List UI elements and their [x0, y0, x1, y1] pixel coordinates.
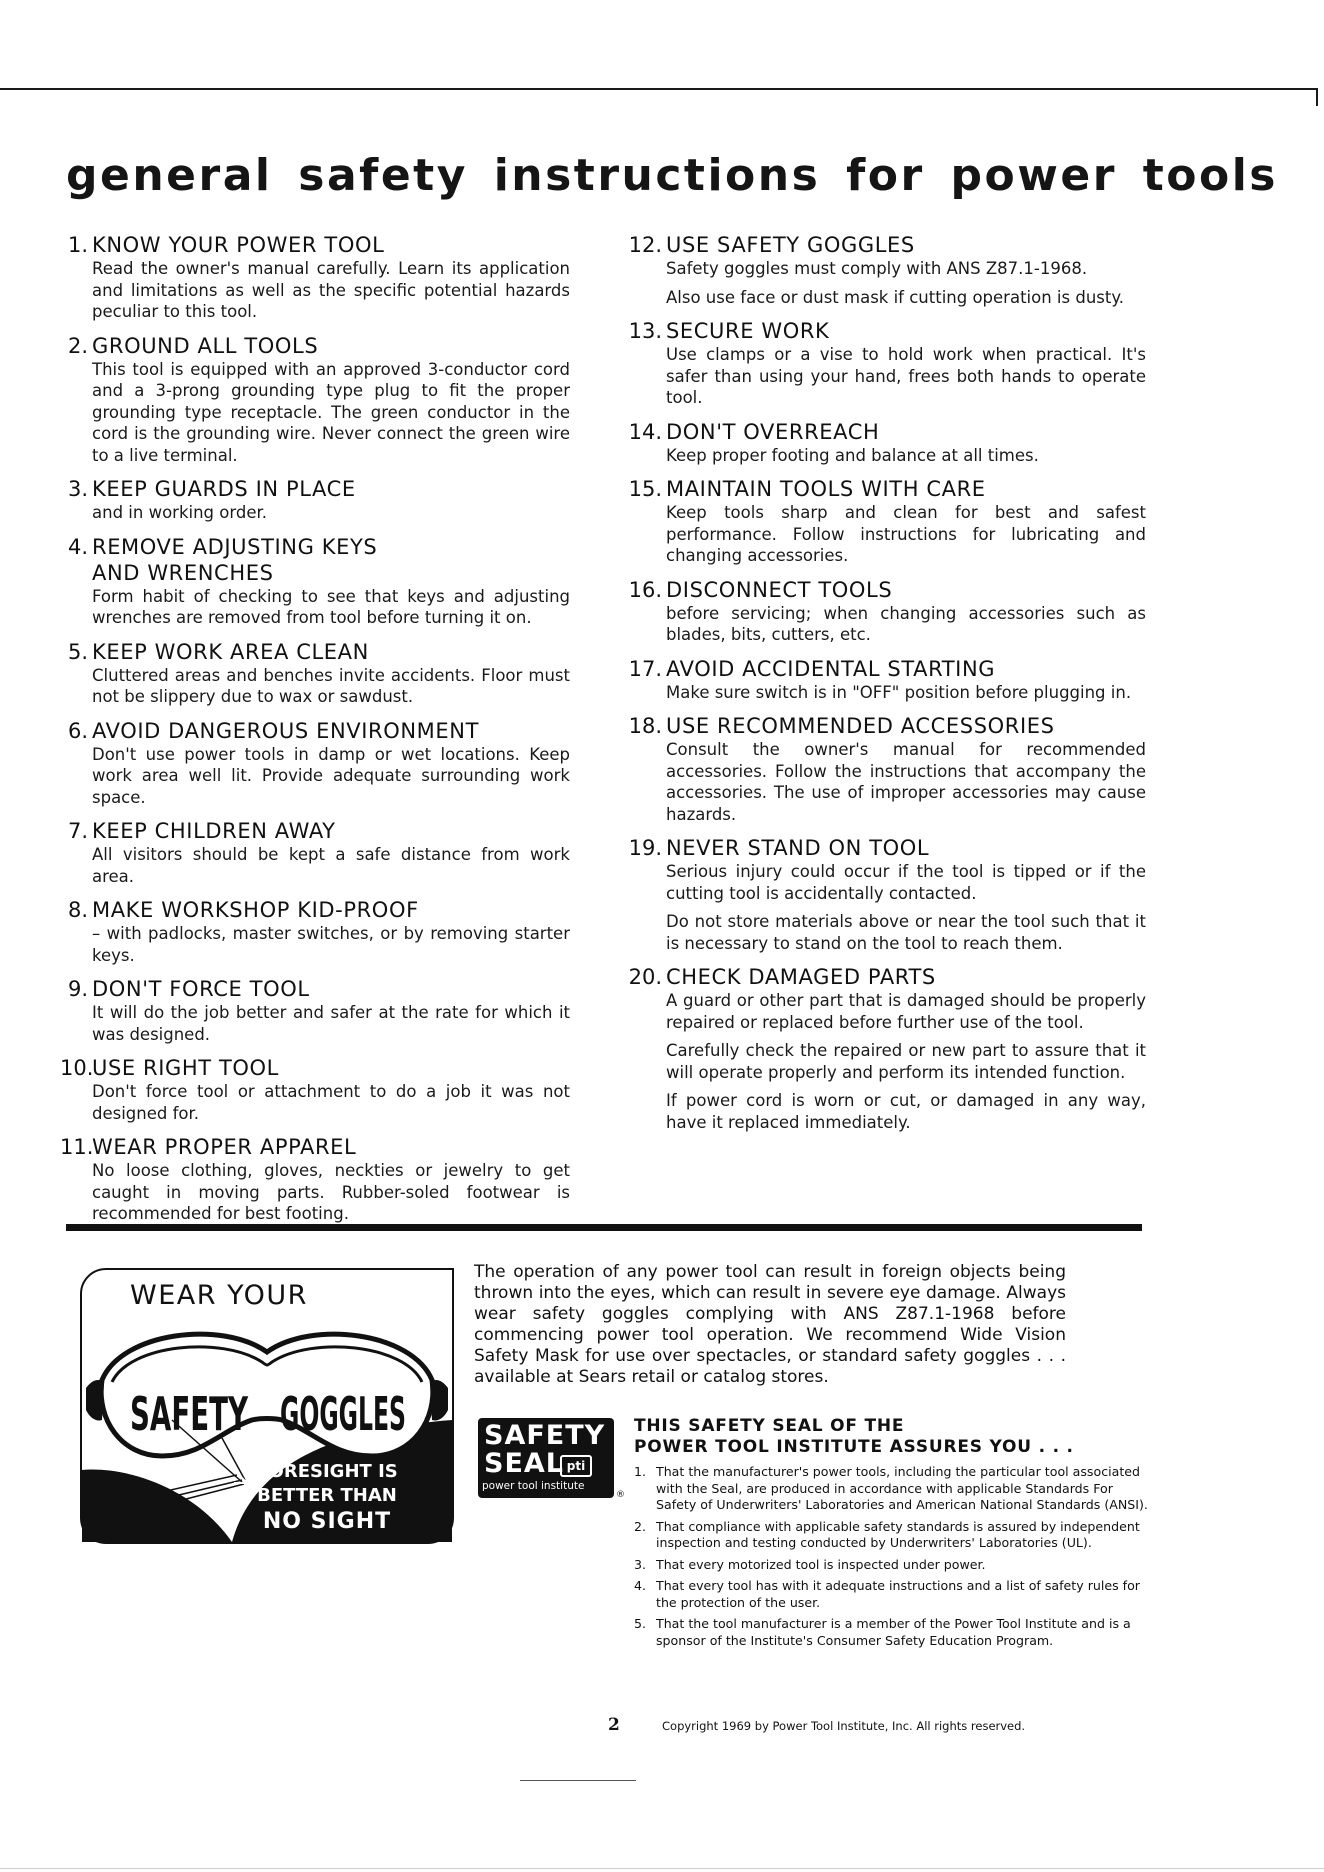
instruction-number: 19.	[628, 836, 662, 860]
top-rule-tick	[1316, 88, 1318, 106]
instruction-number: 16.	[628, 577, 662, 602]
instruction-body: before servicing; when changing accessories such as blades, bits, cutters, etc.	[666, 603, 1146, 644]
seal-logo-line-1: SAFETY	[484, 1420, 606, 1451]
instruction-number: 8.	[67, 898, 88, 922]
instruction-body: Make sure switch is in "OFF" position before plugging in.	[666, 682, 1132, 702]
instruction-item	[60, 476, 570, 524]
instruction-number: 10.	[60, 1056, 94, 1080]
instruction-body: Consult the owner's manual for recommended accessories. Follow the instructions that accompany the accessories. The use of improper accessories may cause hazards.	[666, 740, 1146, 824]
slogan-line-2: BETTER THAN	[257, 1485, 397, 1506]
instruction-number: 9.	[67, 977, 88, 1001]
instruction-heading: SECURE WORK	[666, 319, 830, 343]
goggles-intro-paragraph: The operation of any power tool can result in foreign objects being thrown into the eyes, which can result in severe eye damage. Always wear safety goggles complying with ANS Z87.1-1968 before commencing power tool operation. We recommend Wide Vision Safety Mask for use over spectacles, or standard safety goggles . . . available at Sears retail or catalog stores.	[474, 1262, 1066, 1387]
instruction-number: 1.	[67, 233, 88, 257]
instruction-item	[60, 897, 570, 966]
instruction-body: – with padlocks, master switches, or by removing starter keys.	[92, 924, 570, 965]
instruction-number: 18.	[628, 714, 662, 738]
instruction-item	[60, 1055, 570, 1124]
goggle-text-goggles: GOGGLES	[280, 1387, 406, 1441]
seal-assurance-item	[634, 1578, 1148, 1611]
instruction-heading: DON'T FORCE TOOL	[92, 977, 310, 1001]
instruction-heading: CHECK DAMAGED PARTS	[666, 965, 936, 989]
section-divider	[66, 1224, 1142, 1231]
instruction-number: 13.	[628, 319, 662, 343]
instruction-number: 14.	[628, 419, 662, 444]
instruction-item	[626, 964, 1146, 1133]
instruction-heading: AVOID DANGEROUS ENVIRONMENT	[92, 718, 479, 743]
safety-seal-logo	[478, 1418, 625, 1500]
top-rule	[0, 88, 1318, 90]
bottom-rule	[520, 1780, 636, 1781]
instruction-body: Keep proper footing and balance at all times.	[666, 445, 1039, 465]
seal-logo-line-2: SEAL	[484, 1448, 564, 1479]
slogan-line-3: NO SIGHT	[262, 1509, 392, 1534]
instruction-body: and in working order.	[92, 503, 267, 522]
instruction-heading: NEVER STAND ON TOOL	[666, 836, 930, 860]
page-bottom-edge	[0, 1868, 1324, 1869]
left-column	[60, 232, 570, 1235]
instruction-body: If power cord is worn or cut, or damaged in any way, have it replaced immediately.	[666, 1091, 1146, 1132]
instruction-heading: DON'T OVERREACH	[666, 419, 880, 444]
instruction-heading: USE RECOMMENDED ACCESSORIES	[666, 714, 1055, 738]
seal-assurance-text: That the manufacturer's power tools, including the particular tool associated with the Seal, are produced in accordance with applicable Standards For Safety of Underwriters' Laboratories and American National Standards (ANSI).	[656, 1464, 1148, 1512]
seal-assurance-number: 5.	[634, 1616, 647, 1631]
seal-assurance-item	[634, 1557, 1148, 1574]
seal-assurance-item	[634, 1519, 1148, 1552]
instruction-body: All visitors should be kept a safe distance from work area.	[92, 845, 570, 886]
pti-badge-icon: pti	[560, 1455, 592, 1477]
seal-assurance-text: That the tool manufacturer is a member of the Power Tool Institute and is a sponsor of the Institute's Consumer Safety Education Program.	[656, 1616, 1131, 1648]
copyright-notice: Copyright 1969 by Power Tool Institute, Inc. All rights reserved.	[662, 1719, 1026, 1733]
instruction-heading: AVOID ACCIDENTAL STARTING	[666, 656, 996, 681]
instruction-body: Keep tools sharp and clean for best and safest performance. Follow instructions for lubricating and changing accessories.	[666, 503, 1146, 565]
instruction-item	[626, 577, 1146, 646]
instruction-body: Cluttered areas and benches invite accidents. Floor must not be slippery due to wax or sawdust.	[92, 665, 570, 706]
instruction-item	[60, 333, 570, 467]
instruction-body: Do not store materials above or near the tool such that it is necessary to stand on the tool to reach them.	[666, 912, 1146, 953]
instruction-item	[60, 976, 570, 1045]
instruction-item	[626, 713, 1146, 825]
seal-assurance-text: That every tool has with it adequate instructions and a list of safety rules for the protection of the user.	[656, 1578, 1140, 1610]
seal-heading	[634, 1416, 1094, 1458]
instruction-body: No loose clothing, gloves, neckties or jewelry to get caught in moving parts. Rubber-soled footwear is recommended for best footing.	[92, 1161, 570, 1223]
seal-assurances-list	[634, 1464, 1148, 1654]
instruction-item	[60, 818, 570, 887]
goggle-text-safety: SAFETY	[130, 1387, 249, 1441]
instruction-item	[60, 718, 570, 809]
instruction-number: 3.	[67, 477, 88, 501]
instruction-heading: USE SAFETY GOGGLES	[666, 233, 915, 257]
wear-your-label: WEAR YOUR	[130, 1280, 308, 1311]
right-column	[626, 232, 1146, 1143]
seal-assurance-text: That compliance with applicable safety standards is assured by independent inspection and testing conducted by Underwriters' Laboratories (UL).	[656, 1518, 1140, 1550]
safety-goggles-panel	[80, 1268, 454, 1544]
instruction-number: 17.	[628, 656, 662, 681]
instruction-item	[60, 1134, 570, 1225]
instruction-heading: USE RIGHT TOOL	[92, 1056, 279, 1080]
instruction-heading: GROUND ALL TOOLS	[92, 333, 319, 358]
instruction-body: This tool is equipped with an approved 3-conductor cord and a 3-prong grounding type plug to fit the proper grounding type receptacle. The green conductor in the cord is the grounding wire. Never connect the green wire to a live terminal.	[92, 359, 570, 465]
slogan-line-1: FORESIGHT IS	[256, 1461, 398, 1482]
instruction-item	[60, 639, 570, 708]
instruction-item	[626, 318, 1146, 409]
instruction-heading: KEEP WORK AREA CLEAN	[92, 639, 369, 664]
seal-assurance-item	[634, 1616, 1148, 1649]
instruction-number: 20.	[628, 965, 662, 989]
instruction-number: 11.	[60, 1135, 94, 1159]
instruction-body: Use clamps or a vise to hold work when practical. It's safer than using your hand, frees both hands to operate tool.	[666, 345, 1146, 407]
page-title: general safety instructions for power tools	[66, 150, 1278, 201]
instruction-number: 4.	[67, 534, 88, 559]
instruction-heading: REMOVE ADJUSTING KEYS AND WRENCHES	[92, 534, 378, 585]
instruction-heading: MAKE WORKSHOP KID-PROOF	[92, 898, 419, 922]
instruction-number: 15.	[628, 477, 662, 501]
seal-assurance-number: 4.	[634, 1578, 647, 1593]
instruction-body: Form habit of checking to see that keys and adjusting wrenches are removed from tool before turning it on.	[92, 586, 570, 627]
instruction-heading: KEEP CHILDREN AWAY	[92, 819, 336, 843]
instruction-item	[626, 835, 1146, 954]
instruction-item	[626, 656, 1146, 704]
instruction-body: A guard or other part that is damaged should be properly repaired or replaced before further use of the tool.	[666, 991, 1146, 1032]
instruction-body: Read the owner's manual carefully. Learn its application and limitations as well as the specific potential hazards peculiar to this tool.	[92, 259, 570, 321]
registered-mark: ®	[616, 1490, 625, 1500]
seal-assurance-item	[634, 1464, 1148, 1514]
instruction-body: It will do the job better and safer at the rate for which it was designed.	[92, 1003, 570, 1044]
instruction-number: 5.	[67, 639, 88, 664]
seal-logo-line-3: power tool institute	[482, 1480, 585, 1492]
instruction-item	[60, 534, 570, 629]
instruction-number: 2.	[67, 333, 88, 358]
seal-assurance-number: 1.	[634, 1464, 647, 1479]
instruction-item	[626, 232, 1146, 308]
instruction-number: 6.	[67, 718, 88, 743]
foresight-slogan	[232, 1460, 422, 1534]
instruction-heading: KEEP GUARDS IN PLACE	[92, 477, 356, 501]
page-number: 2	[608, 1715, 620, 1735]
instruction-body: Also use face or dust mask if cutting operation is dusty.	[666, 287, 1125, 307]
instruction-body: Don't force tool or attachment to do a job it was not designed for.	[92, 1082, 570, 1123]
seal-assurance-text: That every motorized tool is inspected under power.	[656, 1556, 986, 1572]
instruction-heading: KNOW YOUR POWER TOOL	[92, 233, 385, 257]
seal-heading-line-2: POWER TOOL INSTITUTE ASSURES YOU . . .	[634, 1437, 1074, 1457]
instruction-item	[60, 232, 570, 323]
instruction-item	[626, 476, 1146, 567]
instruction-body: Don't use power tools in damp or wet locations. Keep work area well lit. Provide adequate surrounding work space.	[92, 744, 570, 807]
instruction-number: 7.	[67, 819, 88, 843]
instruction-body: Safety goggles must comply with ANS Z87.1-1968.	[666, 259, 1088, 278]
instruction-heading: WEAR PROPER APPAREL	[92, 1135, 357, 1159]
instruction-body: Serious injury could occur if the tool is tipped or if the cutting tool is accidentally contacted.	[666, 862, 1146, 903]
instruction-number: 12.	[628, 233, 662, 257]
instruction-body: Carefully check the repaired or new part to assure that it will operate properly and perform its intended function.	[666, 1041, 1146, 1082]
seal-assurance-number: 2.	[634, 1518, 647, 1534]
instruction-item	[626, 419, 1146, 467]
seal-assurance-number: 3.	[634, 1556, 647, 1572]
instruction-heading: DISCONNECT TOOLS	[666, 577, 893, 602]
instruction-heading: MAINTAIN TOOLS WITH CARE	[666, 477, 986, 501]
seal-heading-line-1: THIS SAFETY SEAL OF THE	[634, 1416, 905, 1436]
